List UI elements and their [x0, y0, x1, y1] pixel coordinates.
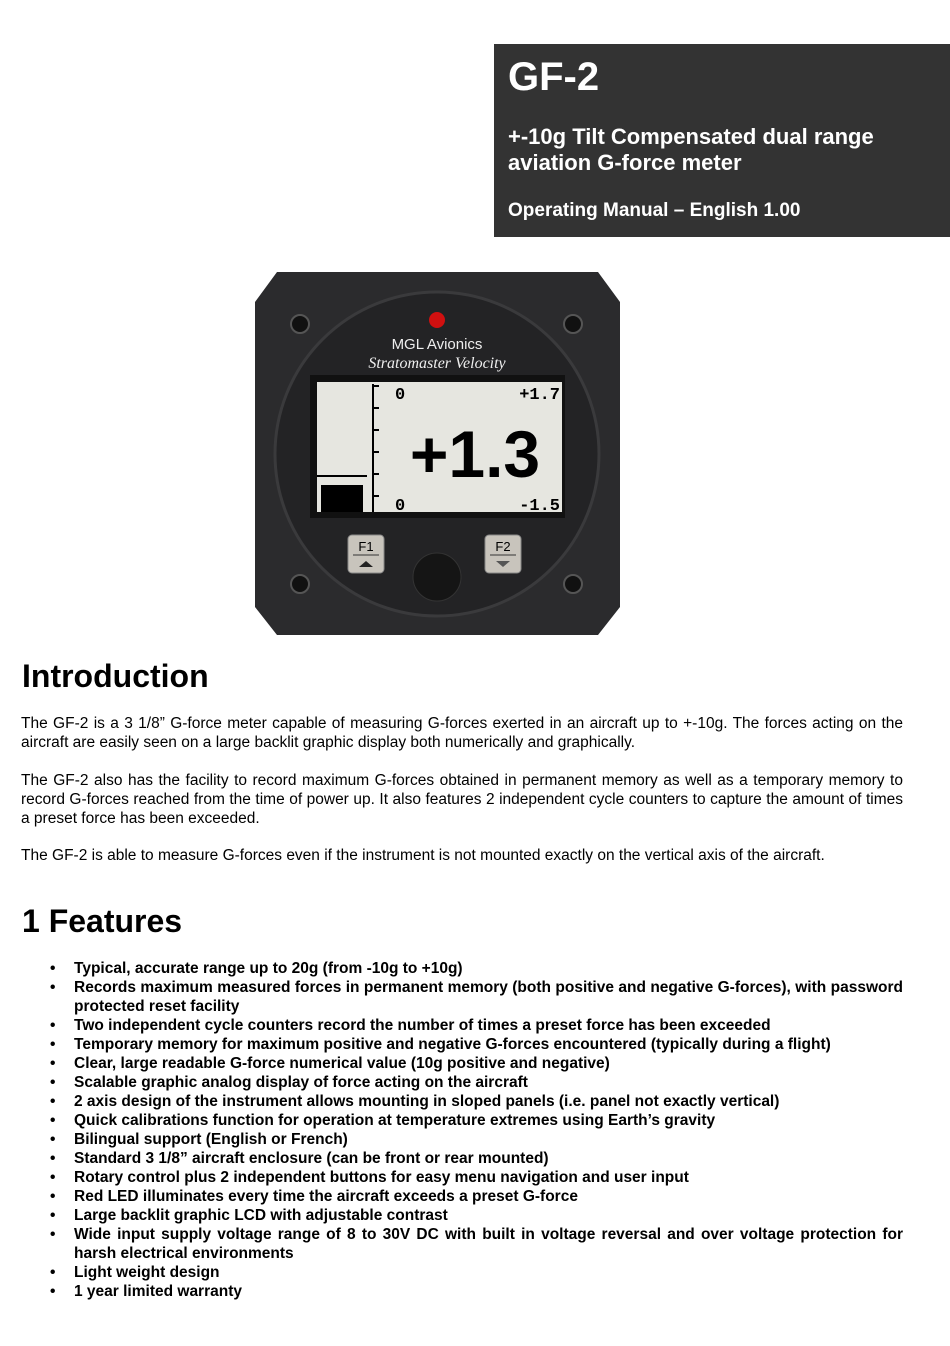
bullet-icon: •	[50, 1055, 56, 1072]
feature-text: Temporary memory for maximum positive and negative G-forces encountered (typically during a flight)	[74, 1036, 831, 1053]
feature-item	[50, 1168, 903, 1187]
f1-button	[348, 535, 384, 573]
feature-text: Quick calibrations function for operation at temperature extremes using Earth’s gravity	[74, 1112, 716, 1129]
lcd-gforce-value: +1.3	[409, 417, 541, 491]
bullet-icon: •	[50, 1283, 56, 1300]
model-label: Stratomaster Velocity	[368, 355, 506, 372]
feature-text: Scalable graphic analog display of force acting on the aircraft	[74, 1074, 528, 1091]
doc-subtitle: +-10g Tilt Compensated dual range aviation G-force meter	[508, 124, 874, 175]
features-list	[50, 959, 903, 1301]
features-heading: 1 Features	[22, 903, 183, 939]
lcd-top-left: 0	[395, 386, 406, 405]
feature-item	[50, 1016, 903, 1035]
feature-item	[50, 1073, 903, 1092]
feature-item	[50, 1282, 903, 1301]
feature-item	[50, 1149, 903, 1168]
feature-item	[50, 1092, 903, 1111]
brand-label: MGL Avionics	[391, 336, 483, 353]
feature-text: Clear, large readable G-force numerical value (10g positive and negative)	[74, 1055, 610, 1072]
feature-item	[50, 1187, 903, 1206]
lcd-bottom-right: -1.5	[519, 497, 560, 516]
feature-text: Bilingual support (English or French)	[74, 1131, 348, 1148]
bullet-icon: •	[50, 1264, 56, 1281]
f1-label: F1	[358, 539, 374, 554]
screw-hole	[291, 315, 309, 333]
lcd-top-right: +1.7	[519, 386, 560, 405]
feature-text: 2 axis design of the instrument allows mounting in sloped panels (i.e. panel not exactly vertical)	[74, 1093, 780, 1110]
feature-item	[50, 1263, 903, 1282]
feature-text: Two independent cycle counters record the number of times a preset force has been exceeded	[74, 1017, 771, 1034]
screw-hole	[564, 575, 582, 593]
feature-text: Red LED illuminates every time the aircraft exceeds a preset G-force	[74, 1188, 578, 1205]
bullet-icon: •	[50, 1074, 56, 1091]
feature-text: Large backlit graphic LCD with adjustable contrast	[74, 1207, 448, 1224]
feature-item	[50, 1225, 903, 1263]
bullet-icon: •	[50, 960, 56, 977]
feature-item	[50, 1130, 903, 1149]
f2-button	[485, 535, 521, 573]
feature-text: Records maximum measured forces in permanent memory (both positive and negative G-forces), with password protected reset facility	[74, 979, 903, 1015]
feature-item	[50, 978, 903, 1016]
f2-label: F2	[495, 539, 511, 554]
feature-item	[50, 1035, 903, 1054]
screw-hole	[564, 315, 582, 333]
feature-text: Rotary control plus 2 independent buttons for easy menu navigation and user input	[74, 1169, 689, 1186]
bullet-icon: •	[50, 1112, 56, 1129]
feature-text: Wide input supply voltage range of 8 to 30V DC with built in voltage reversal and over voltage protection for harsh electrical environments	[74, 1226, 903, 1262]
bullet-icon: •	[50, 1131, 56, 1148]
feature-item	[50, 1111, 903, 1130]
intro-paragraph: The GF-2 also has the facility to record maximum G-forces obtained in permanent memory as well as a temporary memory to record G-forces reached from the time of power up. It also features 2 independent cycle counters to capture the amount of times a preset force has been exceeded.	[21, 772, 903, 827]
screw-hole	[291, 575, 309, 593]
bullet-icon: •	[50, 1150, 56, 1167]
feature-item	[50, 1206, 903, 1225]
doc-title: GF-2	[508, 55, 600, 99]
intro-heading: Introduction	[22, 658, 209, 694]
bullet-icon: •	[50, 1036, 56, 1053]
intro-paragraph: The GF-2 is able to measure G-forces even if the instrument is not mounted exactly on the vertical axis of the aircraft.	[21, 847, 825, 864]
feature-item	[50, 959, 903, 978]
feature-item	[50, 1054, 903, 1073]
intro-paragraph: The GF-2 is a 3 1/8” G-force meter capable of measuring G-forces exerted in an aircraft up to +-10g. The forces acting on the aircraft are easily seen on a large backlit graphic display both numerically and graphically.	[21, 715, 903, 751]
feature-text: 1 year limited warranty	[74, 1283, 242, 1300]
bullet-icon: •	[50, 1207, 56, 1224]
led-icon	[429, 312, 445, 328]
bullet-icon: •	[50, 1169, 56, 1186]
gauge-bar	[321, 485, 363, 512]
lcd-bottom-left: 0	[395, 497, 406, 516]
title-banner	[494, 44, 950, 237]
manual-version: Operating Manual – English 1.00	[508, 200, 801, 221]
bullet-icon: •	[50, 1226, 56, 1243]
feature-text: Light weight design	[74, 1264, 220, 1281]
bullet-icon: •	[50, 1093, 56, 1110]
feature-text: Typical, accurate range up to 20g (from -10g to +10g)	[74, 960, 463, 977]
rotary-knob	[413, 553, 461, 601]
bullet-icon: •	[50, 979, 56, 996]
feature-text: Standard 3 1/8” aircraft enclosure (can be front or rear mounted)	[74, 1150, 549, 1167]
device-photo	[255, 272, 620, 635]
bullet-icon: •	[50, 1017, 56, 1034]
bullet-icon: •	[50, 1188, 56, 1205]
